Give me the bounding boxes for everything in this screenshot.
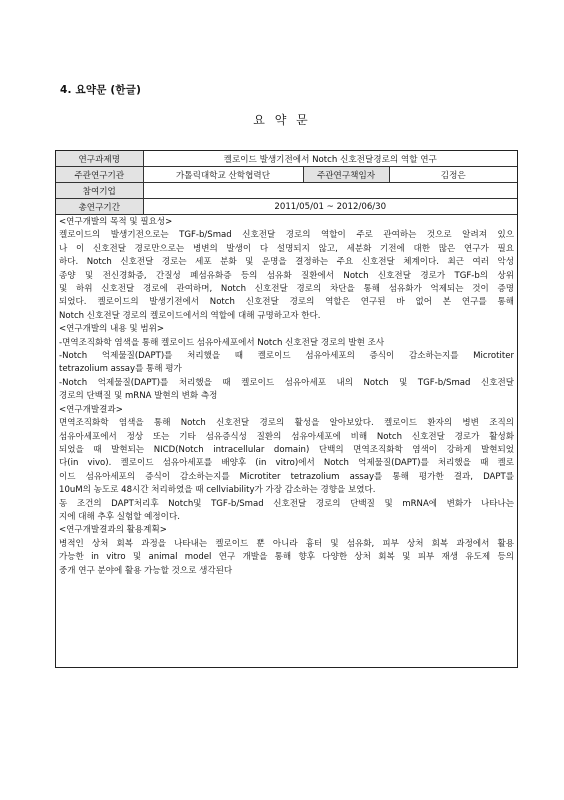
subsection-heading: <연구개발의 내용 및 범위>	[59, 324, 165, 335]
host-org-label: 주관연구기관	[56, 167, 143, 183]
summary-sheet	[55, 150, 518, 668]
body-line: 가능한 in vitro 및 animal model 연구 개발을 통해 향후 다양한 상처 회복 및 피부 재생 유도제 등의	[59, 552, 514, 563]
pi-value: 김정은	[389, 167, 517, 183]
project-name-label: 연구과제명	[56, 151, 143, 167]
period-row	[56, 199, 517, 215]
project-name-row	[56, 151, 517, 167]
body-line: 되었다. 켈로이드의 발생기전에서 Notch 신호전달 경로의 역할은 연구된 바 없어 본 연구를 통해	[59, 297, 514, 308]
body-line: -Notch 억제물질(DAPT)를 처리했을 때 켈로이드 섬유아세포의 증식이 감소하는지를 Microtiter	[59, 351, 514, 362]
body-line: 켈로이드의 발생기전으로는 TGF-b/Smad 신호전달 경로의 역할이 주로 관여하는 것으로 알려져 있으	[59, 230, 514, 241]
subsection-heading: <연구개발결과의 활용계획>	[59, 525, 167, 536]
participants-value	[143, 183, 517, 199]
body-line: 되었을 때 발현되는 NICD(Notch intracellular domain) 단백의 면역조직화학 염색이 강하게 발현되었	[59, 444, 514, 455]
body-line: -면역조직화학 염색을 통해 켈로이드 섬유아세포에서 Notch 신호전달 경로의 발현 조사	[59, 337, 385, 348]
project-name-value: 켈로이드 발생기전에서 Notch 신호전달경로의 역할 연구	[143, 151, 517, 167]
participants-row	[56, 183, 517, 199]
body-line: 면역조직화학 염색을 통해 Notch 신호전달 경로의 활성을 알아보았다. 켈로이드 환자의 병변 조직의	[59, 418, 514, 429]
body-line: 다(in vivo). 켈로이드 섬유아세포를 배양후 (in vitro)에서 Notch 억제물질(DAPT)를 처리했을 때 켈로	[59, 458, 514, 469]
body-line: 경로의 단백질 및 mRNA 발현의 변화 측정	[59, 391, 218, 402]
body-line: -Notch 억제물질(DAPT)를 처리했을 때 켈로이드 섬유아세포 내의 Notch 및 TGF-b/Smad 신호전달	[59, 377, 514, 388]
body-line: Notch 신호전달 경로의 켈로이드에서의 역할에 대해 규명하고자 한다.	[59, 310, 321, 321]
pi-label: 주관연구책임자	[303, 167, 389, 183]
body-line: 중개 연구 분야에 활용 가능할 것으로 생각된다	[59, 565, 233, 576]
host-org-row	[56, 167, 517, 183]
subsection-heading: <연구개발결과>	[59, 404, 123, 415]
body-line: 동 조건의 DAPT처리후 Notch및 TGF-b/Smad 신호전달 경로의 단백질 및 mRNA에 변화가 나타나는	[59, 498, 514, 509]
host-org-value: 가톨릭대학교 산학협력단	[143, 167, 303, 183]
section-heading: 4. 요약문 (한글)	[60, 84, 142, 96]
document-title: 요 약 문	[253, 113, 311, 127]
body-line: 나 이 신호전달 경로만으로는 병변의 발생이 다 설명되지 않고, 세분화 기전에 대한 많은 연구가 필요	[59, 243, 514, 254]
body-line: 10uM의 농도로 48시간 처리하였을 때 cellviability가 가장 감소하는 경향을 보였다.	[59, 485, 376, 496]
period-value: 2011/05/01 ~ 2012/06/30	[143, 199, 517, 215]
subsection-heading: <연구개발의 목적 및 필요성>	[59, 217, 173, 227]
body-line: 하다. Notch 신호전달 경로는 세포 분화 및 운명을 결정하는 주요 신호전달 체계이다. 최근 여러 악성	[59, 257, 514, 268]
summary-body	[56, 215, 517, 667]
body-line: 지에 대해 추후 실험할 예정이다.	[59, 511, 180, 522]
body-line: 이드 섬유아세포의 증식이 감소하는지를 Microtiter tetrazolium assay를 통해 평가한 결과, DAPT를	[59, 471, 514, 482]
period-label: 총연구기간	[56, 199, 143, 215]
body-line: tetrazolium assay를 통해 평가	[59, 364, 182, 375]
body-line: 및 하위 신호전달 경로에 관여하며, Notch 신호전달 경로의 차단을 통해 섬유화가 억제되는 것이 증명	[59, 284, 514, 295]
participants-label: 참여기업	[56, 183, 143, 199]
project-info-table	[56, 151, 517, 215]
body-line: 병적인 상처 회복 과정을 나타내는 켈로이드 뿐 아니라 흉터 및 섬유화, 피부 상처 회복 과정에서 활용	[59, 538, 514, 549]
body-line: 섬유아세포에서 정상 또는 기타 섬유증식성 질환의 섬유아세포에 비해 Notch 신호전달 경로가 활성화	[59, 431, 514, 442]
body-line: 종양 및 전신경화증, 간질성 폐섬유화증 등의 섬유화 질환에서 Notch 신호전달 경로가 TGF-b의 상위	[59, 270, 514, 281]
